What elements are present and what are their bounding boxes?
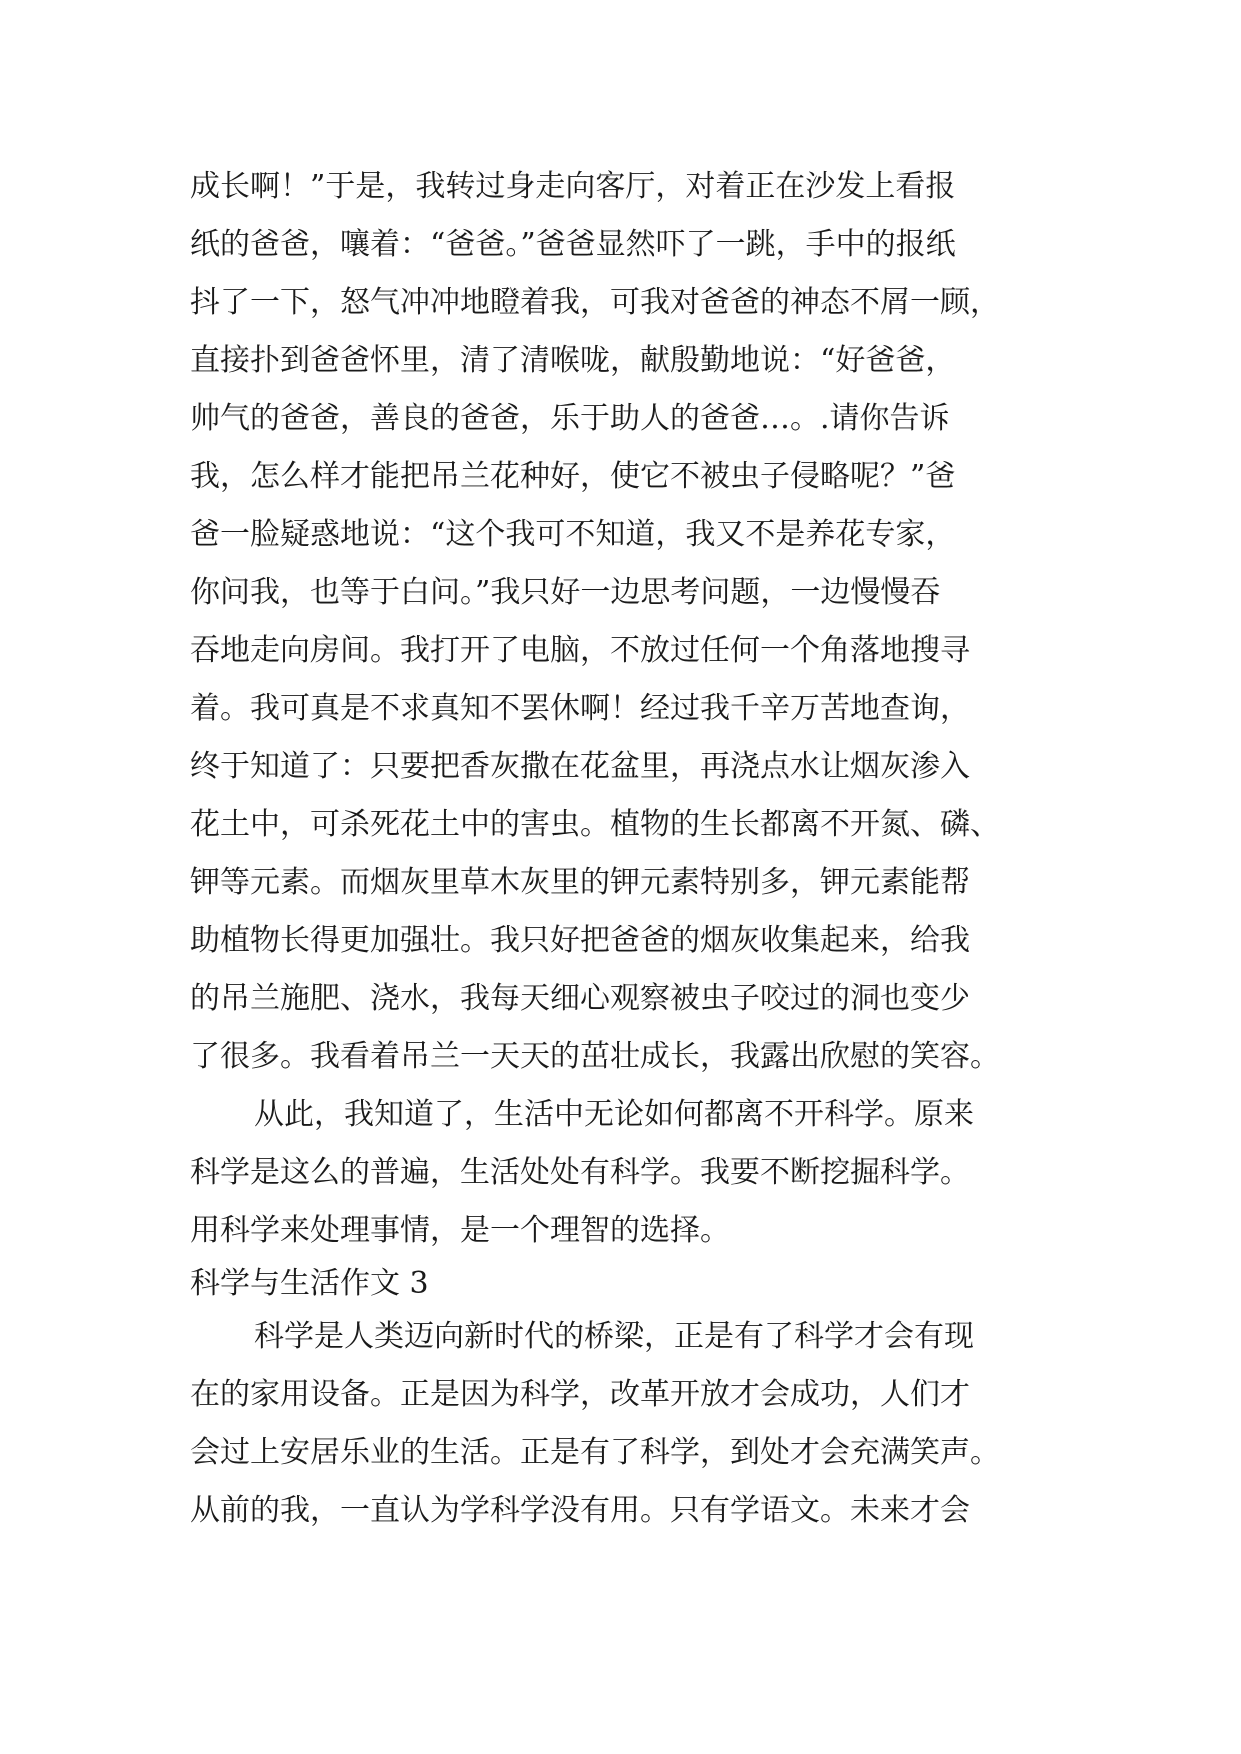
text-line: 我，怎么样才能把吊兰花种好，使它不被虫子侵略呢？”爸	[190, 459, 956, 494]
text-line: 吞地走向房间。我打开了电脑，不放过任何一个角落地搜寻	[190, 633, 970, 668]
text-line: 在的家用设备。正是因为科学，改革开放才会成功，人们才	[190, 1377, 970, 1412]
text-line: 用科学来处理事情，是一个理智的选择。	[190, 1213, 730, 1248]
text-line: 钾等元素。而烟灰里草木灰里的钾元素特别多，钾元素能帮	[190, 865, 970, 900]
paragraph-start-line: 科学是人类迈向新时代的桥梁，正是有了科学才会有现	[254, 1319, 974, 1354]
paragraph-start-line: 从此，我知道了，生活中无论如何都离不开科学。原来	[254, 1097, 974, 1132]
text-line: 终于知道了：只要把香灰撒在花盆里，再浇点水让烟灰渗入	[190, 749, 970, 784]
text-line: 直接扑到爸爸怀里，清了清喉咙，献殷勤地说：“好爸爸，	[190, 343, 956, 378]
text-line: 助植物长得更加强壮。我只好把爸爸的烟灰收集起来，给我	[190, 923, 970, 958]
text-line: 的吊兰施肥、浇水，我每天细心观察被虫子咬过的洞也变少	[190, 981, 970, 1016]
text-line: 从前的我，一直认为学科学没有用。只有学语文。未来才会	[190, 1493, 970, 1528]
text-line: 会过上安居乐业的生活。正是有了科学，到处才会充满笑声。	[190, 1435, 1000, 1470]
text-line: 纸的爸爸，嚷着：“爸爸。”爸爸显然吓了一跳，手中的报纸	[190, 227, 956, 262]
text-line: 花土中，可杀死花土中的害虫。植物的生长都离不开氮、磷、	[190, 807, 1000, 842]
text-line: 科学是这么的普遍，生活处处有科学。我要不断挖掘科学。	[190, 1155, 970, 1190]
text-line: 了很多。我看着吊兰一天天的茁壮成长，我露出欣慰的笑容。	[190, 1039, 1000, 1074]
text-line: 成长啊！”于是，我转过身走向客厅，对着正在沙发上看报	[190, 169, 956, 204]
section-heading: 科学与生活作文 3	[190, 1266, 429, 1301]
text-line: 着。我可真是不求真知不罢休啊！经过我千辛万苦地查询，	[190, 691, 970, 726]
text-line: 帅气的爸爸，善良的爸爸，乐于助人的爸爸…。.请你告诉	[190, 401, 950, 436]
text-line: 抖了一下，怒气冲冲地瞪着我，可我对爸爸的神态不屑一顾，	[190, 285, 1000, 320]
text-line: 爸一脸疑惑地说：“这个我可不知道，我又不是养花专家，	[190, 517, 956, 552]
text-line: 你问我，也等于白问。”我只好一边思考问题，一边慢慢吞	[190, 575, 941, 610]
